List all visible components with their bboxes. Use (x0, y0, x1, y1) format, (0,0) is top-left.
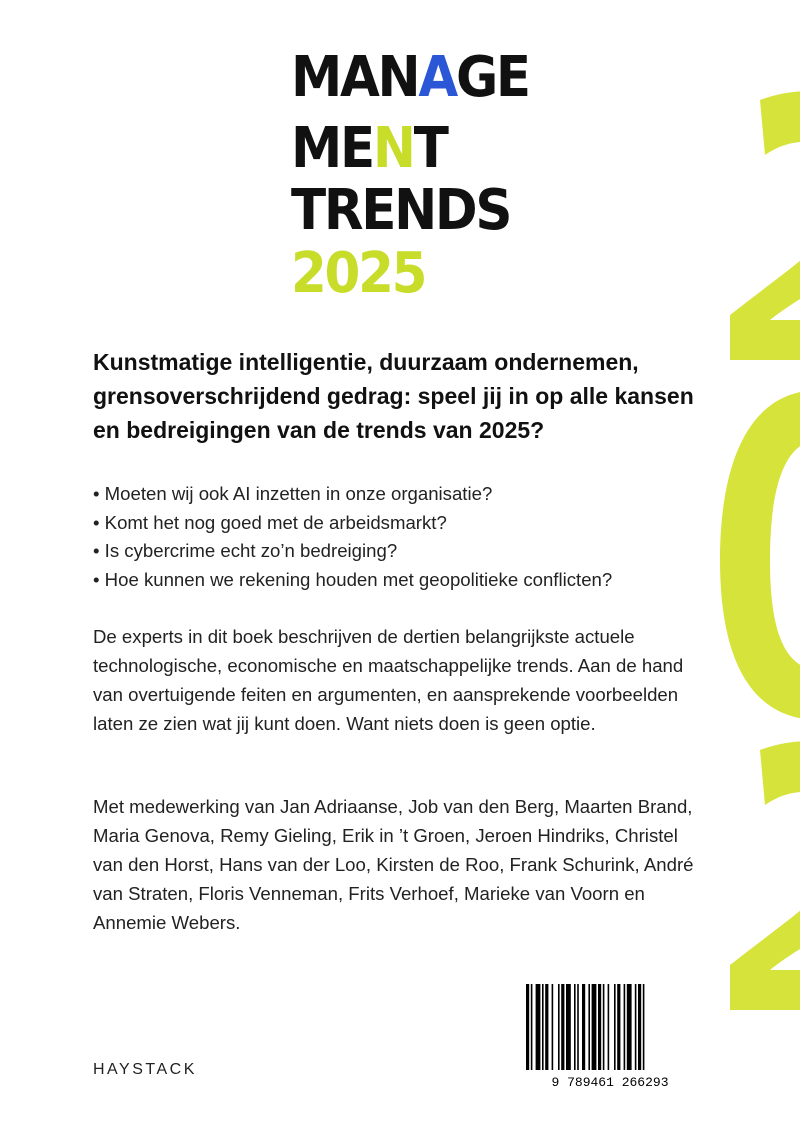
barcode-bar (536, 984, 541, 1070)
barcode-bar (545, 984, 548, 1070)
list-item: • Moeten wij ook AI inzetten in onze organisatie? (93, 483, 493, 504)
barcode-bar (614, 984, 616, 1070)
barcode-bar (577, 984, 579, 1070)
description-paragraph: De experts in dit boek beschrijven de dertien belangrijkste actuele technologische, economische en maatschappelijke trends. Aan de hand van overtuigende feiten en argumenten, en aansprekende voorbeelden laten ze zien wat jij kunt doen. Want niets doen is geen optie. (93, 626, 684, 734)
logo-line-2: MENT (291, 116, 447, 181)
side-year-decoration (700, 60, 800, 1080)
barcode-bar (574, 984, 576, 1070)
logo-yellow-accent: N (372, 116, 414, 181)
large-year-digits-icon (720, 91, 800, 1010)
barcode-bar (638, 984, 641, 1070)
publisher-logo: HAYSTACK (93, 1061, 197, 1078)
logo-blue-accent: A (418, 45, 456, 110)
barcode-bar (635, 984, 637, 1070)
logo-line-1: MANAGE (291, 45, 529, 110)
barcode-bar (598, 984, 601, 1070)
barcode-digits: 9 789461 266293 (551, 1075, 669, 1090)
barcode-bar (627, 984, 632, 1070)
barcode-icon (512, 980, 708, 1090)
barcode-bar (608, 984, 610, 1070)
barcode-bar (603, 984, 605, 1070)
list-item: • Hoe kunnen we rekening houden met geopolitieke conflicten? (93, 569, 613, 591)
contributors-paragraph: Met medewerking van Jan Adriaanse, Job van den Berg, Maarten Brand, Maria Genova, Remy Gieling, Erik in ’t Groen, Jeroen Hindriks, Christel van den Horst, Hans van der Loo, Kirsten de Roo, Frank Schurink, André van Straten, Floris Venneman, Frits Verhoef, Marieke van Voorn en Annemie Webers. (93, 796, 694, 933)
barcode-bar (643, 984, 645, 1070)
barcode-bar (542, 984, 544, 1070)
barcode-bar (592, 984, 597, 1070)
barcode-bar (552, 984, 554, 1070)
logo-year: 2025 (291, 241, 426, 306)
barcode-bar (561, 984, 564, 1070)
barcode-bar (531, 984, 533, 1070)
logo-line-3: TRENDS (291, 178, 511, 243)
list-item: • Is cybercrime echt zo’n bedreiging? (93, 540, 398, 562)
barcode-bar (588, 984, 590, 1070)
barcode-bar (566, 984, 571, 1070)
barcode-bar (526, 984, 529, 1070)
barcode-bar (617, 984, 620, 1070)
question-list (93, 480, 713, 595)
barcode-bar (582, 984, 585, 1070)
list-item: • Komt het nog goed met de arbeidsmarkt? (93, 511, 447, 533)
barcode-bar (558, 984, 560, 1070)
headline: Kunstmatige intelligentie, duurzaam ondernemen, grensoverschrijdend gedrag: speel jij in op alle kansen en bedreigingen van de trends van 2025? (93, 349, 694, 443)
barcode-bar (624, 984, 626, 1070)
